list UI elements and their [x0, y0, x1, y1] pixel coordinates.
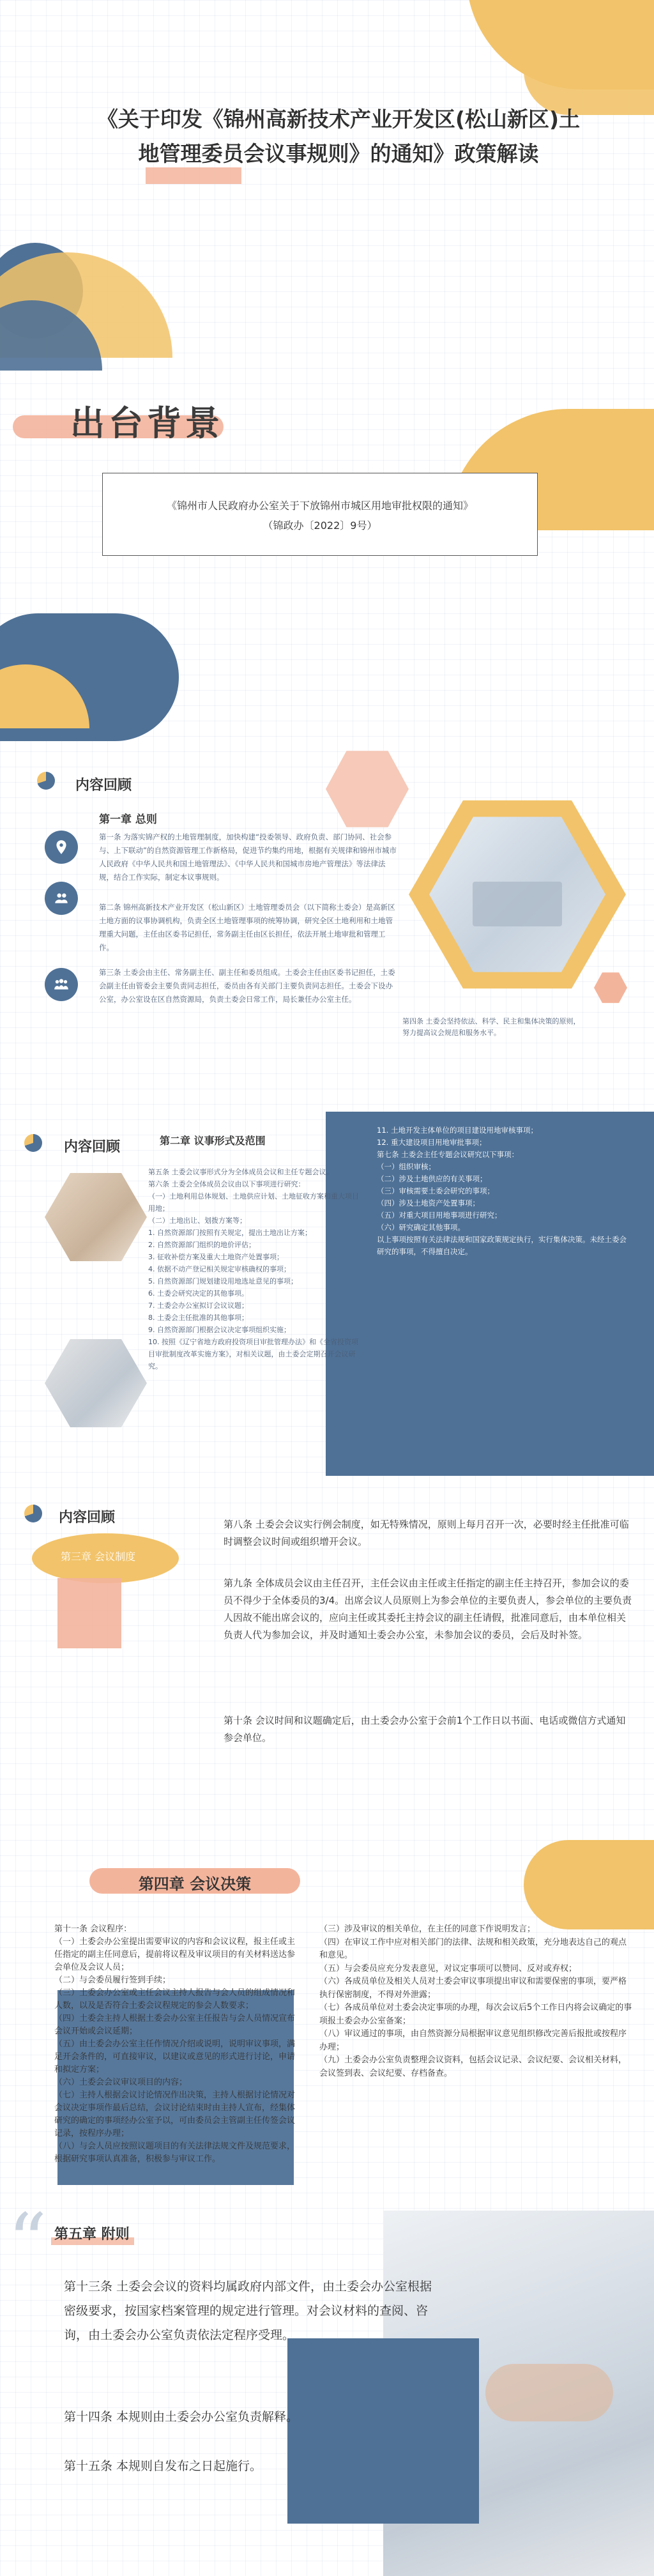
- title-highlight: [146, 167, 241, 184]
- quote-mark-icon: “: [8, 2198, 47, 2287]
- review3-para-3: 第十条 会议时间和议题确定后，由土委会办公室于会前1个工作日以书面、电话或微信方式通知参会单位。: [224, 1715, 626, 1744]
- doc-reference-line2: （锦政办〔2022〕9号）: [262, 519, 377, 532]
- review1-item-3: 第三条 土委会由主任、常务副主任、副主任和委员组成。土委会主任由区委书记担任，土委会副主任由管委会主要负责同志担任，委员由各有关部门主要负责同志担任。土委会下设办公室，办公室设在区自然资源局，负责土委会日常工作，局长兼任办公室主任。: [99, 968, 395, 1004]
- location-icon: [45, 831, 78, 864]
- review2-chapter-title: 第二章 议事形式及范围: [160, 1135, 266, 1147]
- section-title-background: 出台背景: [70, 403, 224, 443]
- decor-orange-ch4-right: [524, 1840, 654, 1929]
- review3-chapter-tag: 第三章 会议制度: [61, 1551, 136, 1563]
- review1-chapter-title: 第一章 总则: [99, 813, 157, 826]
- review2-left-item: （一）土地利用总体规划、土地供应计划、土地征收方案和重大项目用地；: [148, 1192, 359, 1213]
- review2-right-item: 11. 土地开发主体单位的项目建设用地审核事项；: [377, 1126, 538, 1135]
- review3-label: 内容回顾: [59, 1510, 116, 1526]
- chapter5-para-1: 第十三条 土委会会议的资料均属政府内部文件，由土委会办公室根据密级要求，按国家档案管理的规定进行管理。对会议材料的查阅、咨询，由土委会办公室负责依法定程序受理。: [64, 2280, 432, 2342]
- review2-right-item: 第七条 土委会主任专题会议研究以下事项：: [377, 1150, 519, 1159]
- review2-left-item: 8. 土委会主任批准的其他事项；: [148, 1314, 248, 1322]
- review2-left-item: 3. 征收补偿方案及重大土地资产处置事项；: [148, 1253, 284, 1261]
- review2-left-item: 第六条 土委会全体成员会议由以下事项进行研究：: [148, 1180, 305, 1188]
- review1-hex-caption: 第四条 土委会坚持依法、科学、民主和集体决策的原则，努力提高议会规范和服务水平。: [402, 1017, 581, 1037]
- review2-right-item: （六）研究确定其他事项。: [377, 1223, 465, 1232]
- review2-photo-1: [45, 1169, 147, 1265]
- review2-photo-2: [45, 1335, 147, 1431]
- chapter5-photo-hand: [485, 2364, 613, 2421]
- decor-small-peach-hexagon: [594, 971, 627, 1004]
- review2-dot-icon: [24, 1134, 42, 1152]
- review1-item-1: 第一条 为落实锦产权的土地管理制度，加快构建“投委领导、政府负责、部门协同、社会参与、上下联动”的自然资源管理工作新格局，促进节约集约用地，根据有关规律和锦州市城市人民政府《中华人民共和国土地管理法》、《中华人民共和国城市房地产管理法》等法律法规，结合工作实际，制定本议事规则。: [99, 832, 397, 882]
- people-icon: [45, 882, 78, 915]
- review2-left-item: 第五条 土委会议事形式分为全体成员会议和主任专题会议。: [148, 1168, 333, 1176]
- chapter4-title: 第四章 会议决策: [138, 1875, 252, 1893]
- review1-item-2: 第二条 锦州高新技术产业开发区（松山新区）土地管理委员会（以下简称土委会）是高新区土地方面的议事协调机构，负责全区土地管理事项的统筹协调，研究全区土地利用和土地管理重大问题，主任由区委书记担任，常务副主任由区长担任，依法开展土地审批和管理工作。: [99, 903, 395, 952]
- chapter5-title: 第五章 附则: [54, 2227, 130, 2242]
- decor-orange-wave-top: [524, 26, 654, 115]
- chapter4-left-text: 第十一条 会议程序： （一）土委会办公室提出需要审议的内容和会议议程，报主任或主任指定的副主任同意后，提前将议程及审议项目的有关材料送达参会单位及会议人员； （二）与会委员履行签到手续； （三）土委会办公室或主任会议主持人报告与会人员的组成情况和人数，以及是否符合土委会议程规定的参会人数要求； （四）土委会主持人根据土委会办公室主任报告与会人员情况宣布会议开始或会议延期； （五）由土委会办公室主任作情况介绍或说明，说明审议事项，满足开会条件的，可直接审议，以建议或意见的形式进行讨论，申请和拟定方案； （六）土委会会议审议项目的内容； （七）主持人根据会议讨论情况作出决策，主持人根据讨论情况对会议决定事项作最后总结，会议讨论结束时由主持人宣布，经集体研究的确定的事项经办公室予以，可由委员会主管副主任传签会议记录，按程序办理； （八）与会人员应按照议题项目的有关法律法规文件及规范要求，根据研究事项认真准备，积极参与审议工作。: [54, 1924, 296, 2164]
- photo-laptop-shape: [473, 882, 562, 926]
- review2-left-item: 9. 自然资源部门根据会议决定事项组织实施；: [148, 1326, 291, 1334]
- review2-right-item: 以上事项按照有关法律法规和国家政策规定执行，实行集体决策。未经土委会研究的事项，不得擅自决定。: [377, 1235, 627, 1256]
- review2-left-item: 5. 自然资源部门规划建设用地选址意见的事项；: [148, 1277, 298, 1285]
- review2-left-item: （二）土地出让、划拨方案等；: [148, 1216, 247, 1225]
- review2-right-item: 12. 重大建设项目用地审批事项；: [377, 1138, 487, 1147]
- review2-right-item: （一）组织审核；: [377, 1162, 436, 1171]
- chapter5-blue-panel: [287, 2338, 479, 2524]
- team-icon: [45, 968, 78, 1001]
- review2-left-item: 1. 自然资源部门按照有关规定，提出土地出让方案；: [148, 1229, 312, 1237]
- review2-left-item: 2. 自然资源部门组织的地价评估；: [148, 1241, 255, 1249]
- review2-left-list: [148, 1166, 359, 1372]
- review3-para-1: 第八条 土委会会议实行例会制度，如无特殊情况，原则上每月召开一次，必要时经主任批准可临时调整会议时间或组织增开会议。: [224, 1519, 629, 1547]
- review1-label: 内容回顾: [75, 778, 132, 793]
- chapter4-right-text: （三）涉及审议的相关单位，在主任的同意下作说明发言； （四）在审议工作中应对相关部门的法律、法规和相关政策，充分地表达自己的观点和意见。 （五）与会委员应充分发表意见，对议定事项可以赞同、反对或弃权； （六）各成员单位及相关人员对土委会审议事项提出审议和需要保密的事项，要严格执行保密制度，不得对外泄露； （七）各成员单位对土委会决定事项的办理，每次会议后5个工作日内将会议确定的事项报土委会办公室备案； （八）审议通过的事项，由自然资源分局根据审议意见组织修改完善后报批或按程序办理； （九）土委会办公室负责整理会议资料，包括会议记录、会议纪要、会议相关材料，会议签到表、会议纪要、存档备查。: [319, 1924, 632, 2078]
- doc-reference-line1: 《锦州市人民政府办公室关于下放锦州市城区用地审批权限的通知》: [166, 500, 473, 512]
- review3-dot-icon: [24, 1505, 42, 1522]
- review3-chapter-bar: [57, 1578, 121, 1648]
- review3-para-2: 第九条 全体成员会议由主任召开，主任会议由主任或主任指定的副主任主持召开，参加会议的委员不得少于全体委员的3/4。出席会议人员原则上为参会单位的主要负责人，参会单位的主要负责人因故不能出席会议的，应向主任或其委托主持会议的副主任请假，批准同意后，由本单位相关负责人代为参加会议，并及时通知土委会办公室，未参加会议的委员，会后及时补签。: [224, 1577, 632, 1641]
- decor-peach-hexagon: [326, 747, 409, 831]
- chapter5-para-2: 第十四条 本规则由土委会办公室负责解释。: [64, 2410, 299, 2424]
- review2-left-item: 6. 土委会研究决定的其他事项。: [148, 1289, 248, 1298]
- doc-reference-box: [102, 473, 538, 556]
- page-title: 《关于印发《锦州高新技术产业开发区(松山新区)土地管理委员会议事规则》的通知》政策解读: [96, 107, 581, 166]
- review2-left-item: 4. 依据不动产登记相关规定审核确权的事项；: [148, 1265, 291, 1273]
- review2-right-item: （五）对重大项目用地事项进行研究；: [377, 1211, 502, 1220]
- review2-label: 内容回顾: [64, 1139, 121, 1155]
- review2-left-item: 7. 土委会办公室拟订会议议题；: [148, 1301, 248, 1310]
- review2-right-item: （三）审核需要土委会研究的事项；: [377, 1186, 494, 1195]
- review2-left-item: 10. 按照《辽宁省地方政府投资项目审批管理办法》和《全省投资项目审批制度改革实施方案》，对相关议题，由土委会定期召开会议研究。: [148, 1338, 358, 1370]
- chapter5-para-3: 第十五条 本规则自发布之日起施行。: [64, 2459, 262, 2473]
- review2-right-list: [377, 1124, 632, 1258]
- review2-right-item: （二）涉及土地供应的有关事项；: [377, 1174, 487, 1183]
- review1-dot-icon: [37, 772, 55, 790]
- review2-right-item: （四）涉及土地资产处置事项；: [377, 1199, 480, 1208]
